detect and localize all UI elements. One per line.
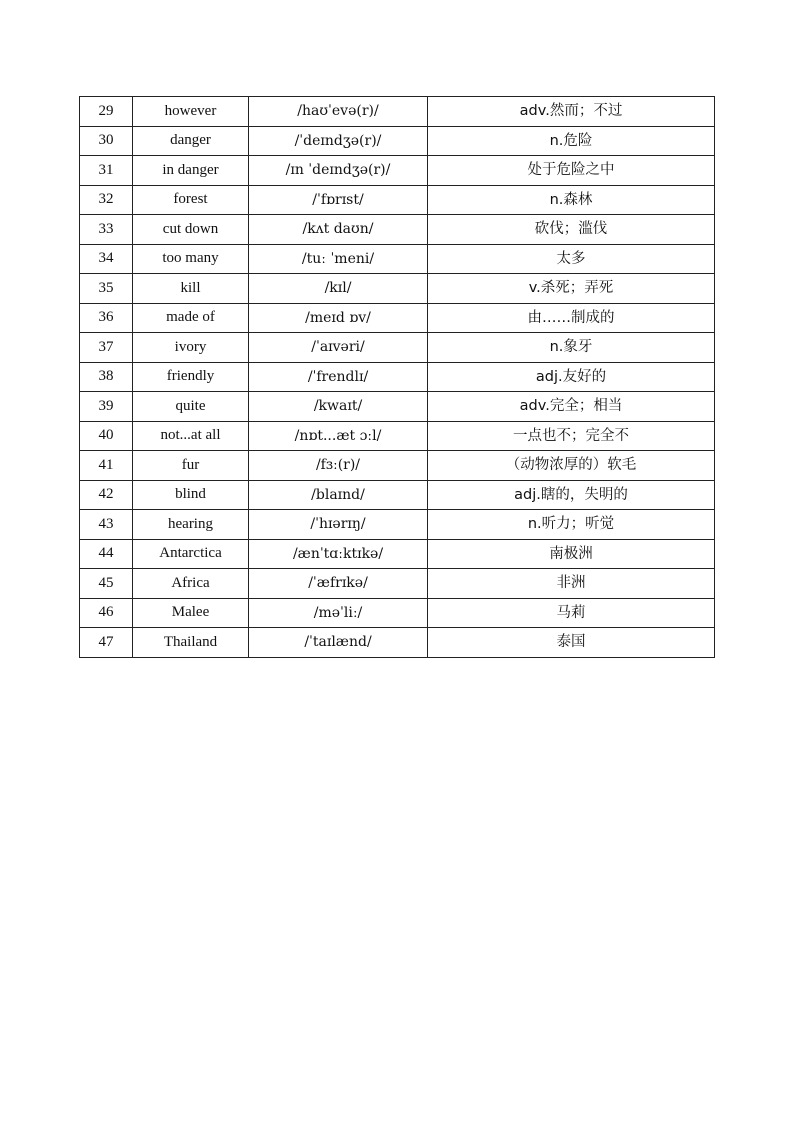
word-cell: fur <box>133 451 249 481</box>
table-row <box>80 156 715 186</box>
phonetic-cell: /ɪn ˈdeɪndʒə(r)/ <box>249 156 428 186</box>
number-cell: 32 <box>80 185 133 215</box>
table-row <box>80 510 715 540</box>
meaning-cell: 砍伐；滥伐 <box>428 215 715 245</box>
phonetic-cell: /nɒt...æt ɔːl/ <box>249 421 428 451</box>
number-cell: 43 <box>80 510 133 540</box>
table-row <box>80 421 715 451</box>
number-cell: 37 <box>80 333 133 363</box>
number-cell: 41 <box>80 451 133 481</box>
phonetic-cell: /ˈtaɪlænd/ <box>249 628 428 658</box>
meaning-cell: v.杀死；弄死 <box>428 274 715 304</box>
meaning-cell: 泰国 <box>428 628 715 658</box>
word-cell: danger <box>133 126 249 156</box>
word-cell: Malee <box>133 598 249 628</box>
number-cell: 45 <box>80 569 133 599</box>
number-cell: 36 <box>80 303 133 333</box>
meaning-cell: 太多 <box>428 244 715 274</box>
meaning-cell: （动物浓厚的）软毛 <box>428 451 715 481</box>
phonetic-cell: /ˈdeɪndʒə(r)/ <box>249 126 428 156</box>
number-cell: 47 <box>80 628 133 658</box>
word-cell: quite <box>133 392 249 422</box>
meaning-cell: adj.友好的 <box>428 362 715 392</box>
word-cell: Thailand <box>133 628 249 658</box>
table-row <box>80 598 715 628</box>
word-cell: forest <box>133 185 249 215</box>
meaning-cell: 一点也不；完全不 <box>428 421 715 451</box>
number-cell: 30 <box>80 126 133 156</box>
phonetic-cell: /ˈhɪərɪŋ/ <box>249 510 428 540</box>
meaning-cell: n.听力；听觉 <box>428 510 715 540</box>
phonetic-cell: /tuː ˈmeni/ <box>249 244 428 274</box>
phonetic-cell: /ˈfɒrɪst/ <box>249 185 428 215</box>
table-row <box>80 480 715 510</box>
word-cell: blind <box>133 480 249 510</box>
meaning-cell: 马莉 <box>428 598 715 628</box>
word-cell: cut down <box>133 215 249 245</box>
word-cell: hearing <box>133 510 249 540</box>
meaning-cell: adj.瞎的，失明的 <box>428 480 715 510</box>
meaning-cell: 南极洲 <box>428 539 715 569</box>
number-cell: 44 <box>80 539 133 569</box>
phonetic-cell: /kʌt daʊn/ <box>249 215 428 245</box>
table-row <box>80 451 715 481</box>
phonetic-cell: /ænˈtɑːktɪkə/ <box>249 539 428 569</box>
table-row <box>80 569 715 599</box>
table-row <box>80 539 715 569</box>
table-row <box>80 97 715 127</box>
table-row <box>80 303 715 333</box>
meaning-cell: 处于危险之中 <box>428 156 715 186</box>
number-cell: 38 <box>80 362 133 392</box>
phonetic-cell: /məˈliː/ <box>249 598 428 628</box>
phonetic-cell: /ˈfrendlɪ/ <box>249 362 428 392</box>
table-row <box>80 333 715 363</box>
word-cell: Antarctica <box>133 539 249 569</box>
phonetic-cell: /haʊˈevə(r)/ <box>249 97 428 127</box>
number-cell: 31 <box>80 156 133 186</box>
table-row <box>80 392 715 422</box>
phonetic-cell: /ˈæfrɪkə/ <box>249 569 428 599</box>
table-row <box>80 362 715 392</box>
table-row <box>80 126 715 156</box>
number-cell: 35 <box>80 274 133 304</box>
number-cell: 29 <box>80 97 133 127</box>
word-cell: Africa <box>133 569 249 599</box>
meaning-cell: adv.然而；不过 <box>428 97 715 127</box>
word-cell: however <box>133 97 249 127</box>
word-cell: in danger <box>133 156 249 186</box>
word-cell: friendly <box>133 362 249 392</box>
table-row <box>80 215 715 245</box>
vocabulary-table <box>79 96 715 658</box>
meaning-cell: n.危险 <box>428 126 715 156</box>
phonetic-cell: /fɜː(r)/ <box>249 451 428 481</box>
word-cell: ivory <box>133 333 249 363</box>
word-cell: made of <box>133 303 249 333</box>
number-cell: 46 <box>80 598 133 628</box>
table-row <box>80 274 715 304</box>
number-cell: 33 <box>80 215 133 245</box>
number-cell: 39 <box>80 392 133 422</box>
number-cell: 34 <box>80 244 133 274</box>
phonetic-cell: /meɪd ɒv/ <box>249 303 428 333</box>
table-row <box>80 185 715 215</box>
number-cell: 42 <box>80 480 133 510</box>
phonetic-cell: /kwaɪt/ <box>249 392 428 422</box>
phonetic-cell: /kɪl/ <box>249 274 428 304</box>
phonetic-cell: /ˈaɪvəri/ <box>249 333 428 363</box>
word-cell: not...at all <box>133 421 249 451</box>
meaning-cell: 非洲 <box>428 569 715 599</box>
number-cell: 40 <box>80 421 133 451</box>
meaning-cell: n.象牙 <box>428 333 715 363</box>
meaning-cell: n.森林 <box>428 185 715 215</box>
table-row <box>80 244 715 274</box>
phonetic-cell: /blaɪnd/ <box>249 480 428 510</box>
meaning-cell: adv.完全；相当 <box>428 392 715 422</box>
word-cell: kill <box>133 274 249 304</box>
word-cell: too many <box>133 244 249 274</box>
table-row <box>80 628 715 658</box>
meaning-cell: 由……制成的 <box>428 303 715 333</box>
